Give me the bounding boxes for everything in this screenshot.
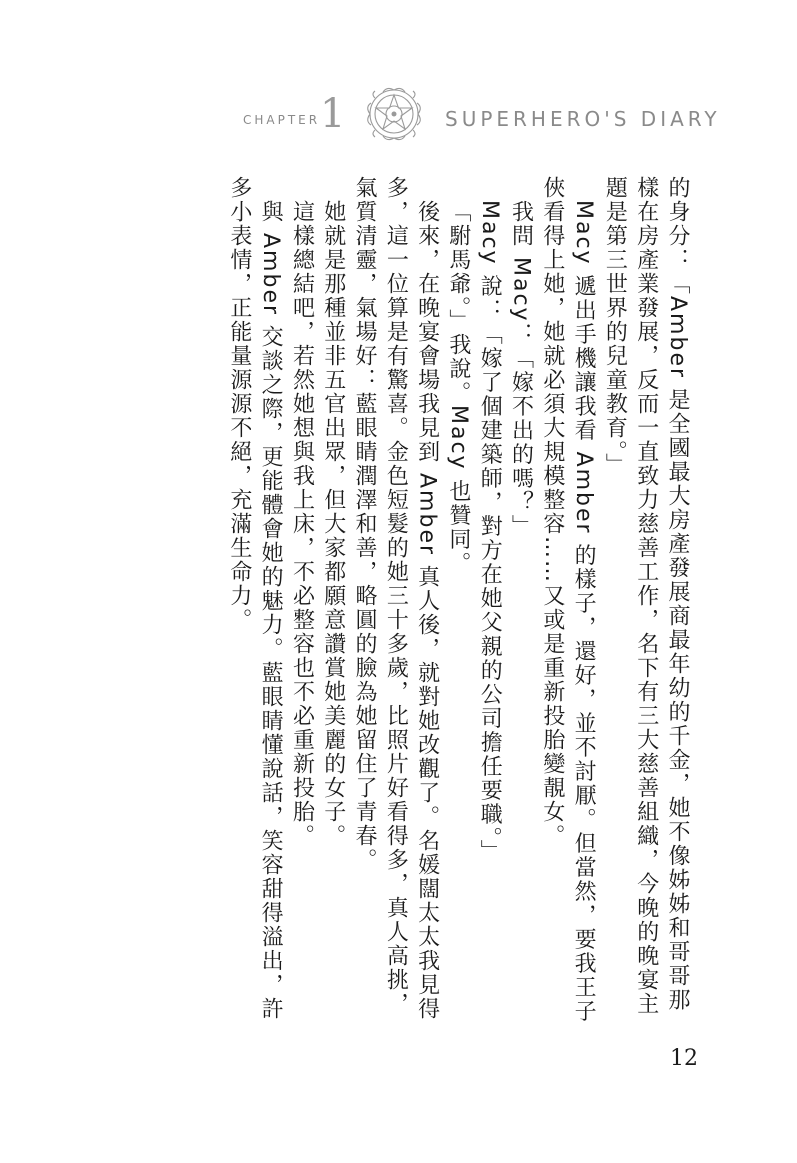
paragraph: 這樣總結吧，若然她想與我上床，不必整容也不必重新投胎。 — [289, 200, 315, 849]
paragraph: Macy 遞出手機讓我看 Amber 的樣子，還好，並不討厭。但當然，要我王子俠看得上她，她就必須大規模整容……又或是重新投胎變靚女。 — [539, 176, 597, 1024]
book-title: SUPERHERO'S DIARY — [445, 107, 721, 131]
paragraph: 的身分：「Amber 是全國最大房產發展商最年幼的千金，她不像姊姊和哥哥那樣在房產業發展，反而一直致力慈善工作，名下有三大慈善組織，今晚的晚宴主題是第三世界的兒童教育。」 — [602, 176, 690, 1016]
running-header — [0, 88, 797, 148]
paragraph: 她就是那種並非五官出眾，但大家都願意讚賞她美麗的女子。 — [320, 200, 346, 849]
body-text — [133, 176, 693, 1036]
chapter-label: CHAPTER — [243, 113, 321, 127]
paragraph: 我問 Macy：「嫁不出的嗎？」 — [508, 200, 534, 539]
star-mandala-ornament-icon — [359, 84, 429, 144]
paragraph: 「駙馬爺。」我說。Macy 也贊同。 — [445, 200, 471, 576]
paragraph: Macy 說：「嫁了個建築師，對方在她父親的公司擔任要職。」 — [477, 200, 503, 864]
paragraph: 後來，在晚宴會場我見到 Amber 真人後，就對她改觀了。名媛闊太太我見得多，這一位算是有驚喜。金色短髮的她三十多歲，比照片好看得多，真人高挑，氣質清靈，氣場好：藍眼睛潤澤和善，略圓的臉為她留住了青春。 — [352, 176, 440, 1022]
chapter-number: 1 — [320, 91, 346, 137]
page-number: 12 — [670, 1046, 698, 1071]
paragraph: 與 Amber 交談之際，更能體會她的魅力。藍眼睛懂說話，笑容甜得溢出，許多小表情，正能量源源不絕，充滿生命力。 — [226, 176, 284, 1022]
